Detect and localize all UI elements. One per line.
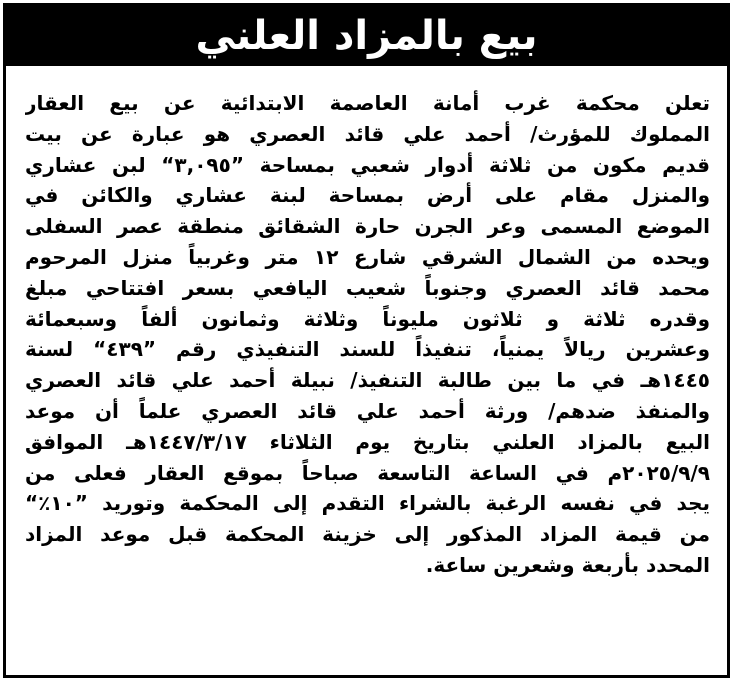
notice-title: بيع بالمزاد العلني xyxy=(195,13,538,59)
notice-banner xyxy=(6,6,727,66)
notice-line: وعشرين ريالاً يمنياً، تنفيذاً للسند التنفيذي رقم ”٤٣٩“ لسنة xyxy=(25,337,710,362)
notice-line: ١٤٤٥هـ في ما بين طالبة التنفيذ/ نبيلة أحمد علي قائد العصري xyxy=(25,368,710,393)
notice-line: البيع بالمزاد العلني بتاريخ يوم الثلاثاء ١٤٤٧/٣/١٧هـ الموافق xyxy=(25,429,710,454)
notice-line: ويحده من الشمال الشرقي شارع ١٢ متر وغربياً منزل المرحوم xyxy=(25,244,710,269)
notice-line: الموضع المسمى وعر الجرن حارة الشقائق منطقة عصر السفلى xyxy=(25,214,710,239)
notice-line: والمنفذ ضدهم/ ورثة أحمد علي قائد العصري علماً أن موعد xyxy=(25,398,710,423)
notice-line: ٢٠٢٥/٩/٩م في الساعة التاسعة صباحاً بموقع العقار فعلى من xyxy=(25,460,710,485)
notice-line: تعلن محكمة غرب أمانة العاصمة الابتدائية عن بيع العقار xyxy=(25,91,710,115)
notice-line-last: المحدد بأربعة وشعرين ساعة. xyxy=(425,552,710,577)
notice-line: محمد قائد العصري وجنوباً شعيب اليافعي بسعر افتتاحي مبلغ xyxy=(25,275,710,300)
notice-body xyxy=(6,66,727,675)
notice-line: من قيمة المزاد المذكور إلى خزينة المحكمة قبل موعد المزاد xyxy=(25,522,710,547)
notice-line: قديم مكون من ثلاثة أدوار شعبي بمساحة ”٣,٠٩٥“ لبن عشاري xyxy=(25,152,710,177)
notice-line: والمنزل مقام على أرض بمساحة لبنة عشاري والكائن في xyxy=(25,183,710,208)
notice-line: المملوك للمؤرث/ أحمد علي قائد العصري هو عبارة عن بيت xyxy=(25,121,710,146)
auction-notice xyxy=(3,3,730,678)
notice-line: وقدره ثلاثة و ثلاثون مليوناً وثلاثة وثمانون ألفاً وسبعمائة xyxy=(25,306,710,331)
notice-line: يجد في نفسه الرغبة بالشراء التقدم إلى المحكمة وتوريد ”١٠٪“ xyxy=(25,491,710,516)
